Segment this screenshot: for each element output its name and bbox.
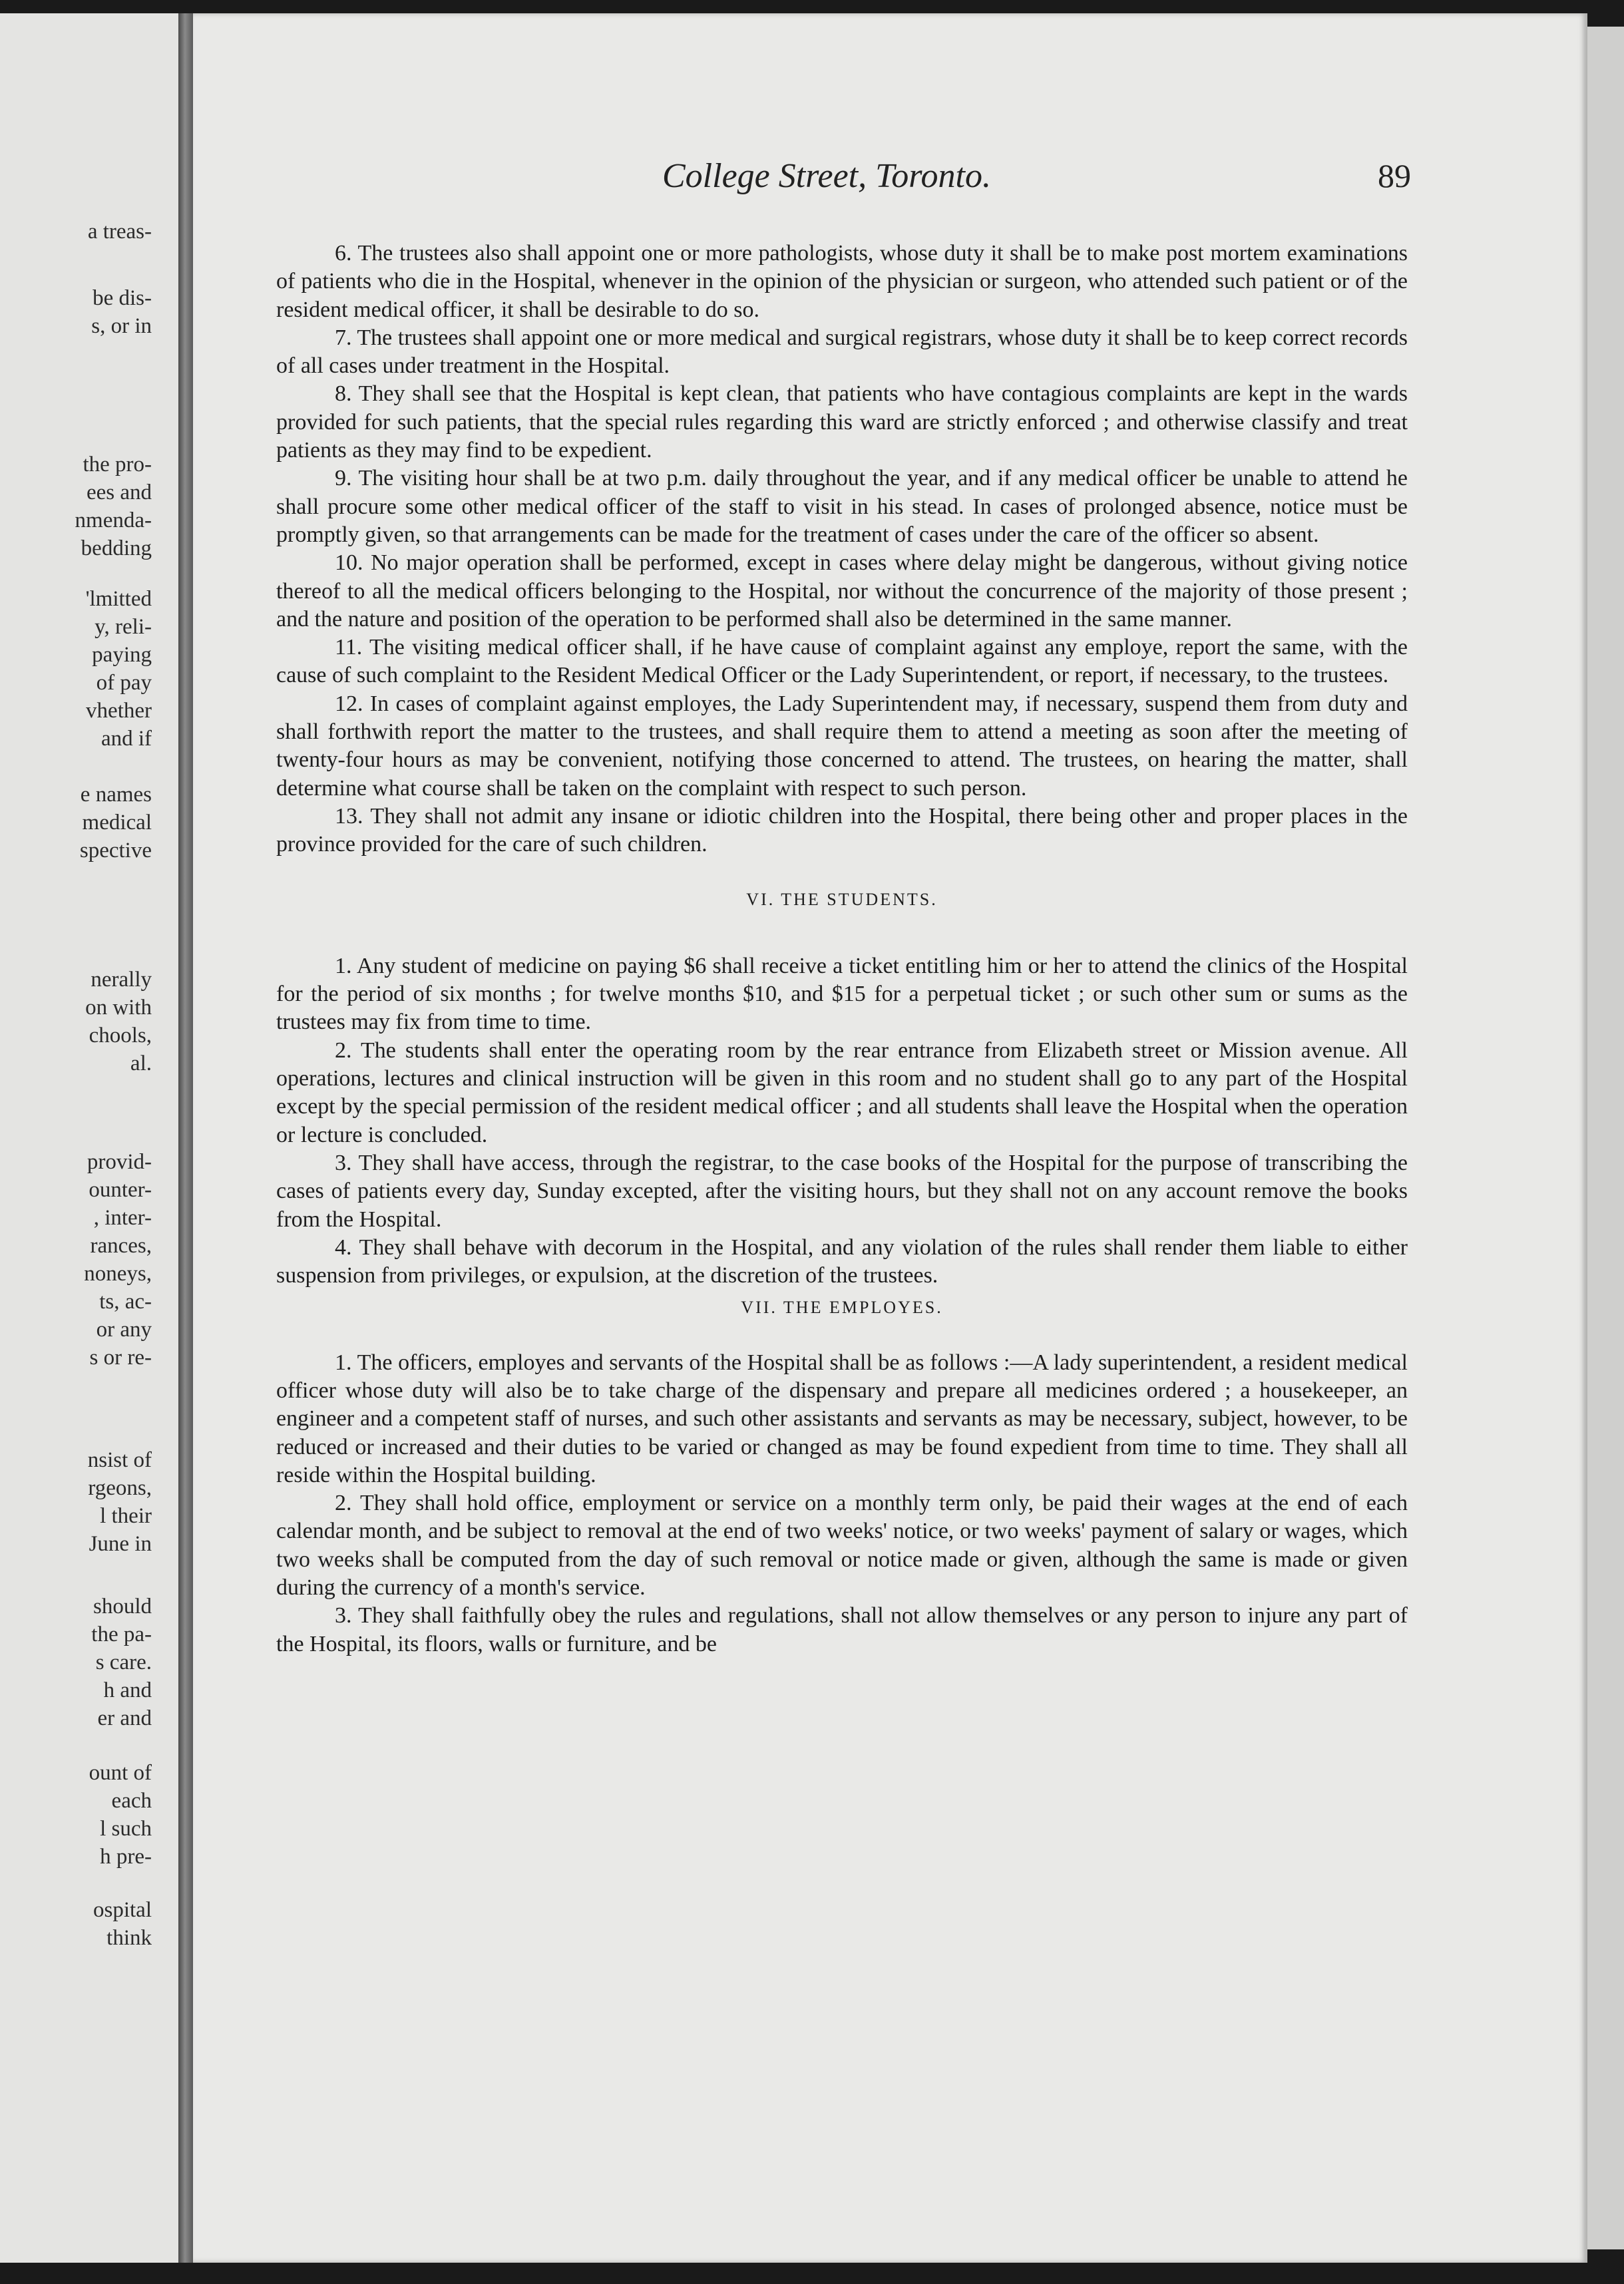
rules-section-students <box>276 952 1408 1290</box>
rule-paragraph: 2. The students shall enter the operating room by the rear entrance from Elizabeth street or Mission avenue. All operations, lectures and clinical instruction will be given in this room and no student shall go to any part of the Hospital except by the special permission of the resident medical officer ; and all students shall leave the Hospital when the operation or lecture is concluded. <box>276 1038 1408 1147</box>
facing-page-line: , inter- <box>93 1206 152 1230</box>
facing-page-line: nerally <box>91 968 152 992</box>
rule-paragraph: 13. They shall not admit any insane or idiotic children into the Hospital, there being other and proper places in the province provided for the care of such children. <box>276 803 1408 857</box>
rule-paragraph: 4. They shall behave with decorum in the Hospital, and any violation of the rules shall render them liable to either suspension from privileges, or expulsion, at the discretion of the trustees. <box>276 1235 1408 1288</box>
facing-page-line: al. <box>130 1051 152 1075</box>
facing-page-line: on with <box>85 996 152 1020</box>
facing-page-line: s or re- <box>89 1346 152 1370</box>
facing-page-line: the pa- <box>91 1622 152 1646</box>
facing-page-line: a treas- <box>87 220 152 244</box>
facing-page-line: and if <box>101 727 152 751</box>
rule-paragraph: 3. They shall have access, through the registrar, to the case books of the Hospital for the purpose of transcribing the cases of patients every day, Sunday excepted, after the visiting hours, but they shall not on any account remove the books from the Hospital. <box>276 1150 1408 1232</box>
facing-page-line: the pro- <box>83 453 152 476</box>
facing-page-line: ts, ac- <box>99 1290 152 1314</box>
page-edge <box>1587 27 1624 2249</box>
facing-page-line: chools, <box>89 1024 152 1047</box>
facing-page-line: h and <box>103 1678 152 1702</box>
facing-page-line: s, or in <box>91 314 152 338</box>
rule-paragraph: 8. They shall see that the Hospital is kept clean, that patients who have contagious complaints are kept in the wards provided for such patients, that the special rules regarding this ward are strictly enforced ; and otherwise classify and treat patients as they may find to be expedient. <box>276 381 1408 463</box>
rule-paragraph: 9. The visiting hour shall be at two p.m. daily throughout the year, and if any medical officer be unable to attend he shall procure some other medical officer of the staff to visit in his stead. In cases of prolonged absence, notice must be promptly given, so that arrangements can be made for the treatment of cases under the care of the officer so absent. <box>276 466 1408 547</box>
facing-page-line: 'lmitted <box>85 587 152 611</box>
facing-page-line: be dis- <box>93 286 152 310</box>
facing-page-line: e names <box>80 783 152 807</box>
facing-page-line: June in <box>89 1532 152 1556</box>
rule-paragraph: 6. The trustees also shall appoint one or more pathologists, whose duty it shall be to make post mortem examinations of patients who die in the Hospital, whenever in the opinion of the physician or surgeon, who attended such patient or of the resident medical officer, it shall be desirable to do so. <box>276 241 1408 322</box>
book-gutter <box>178 13 193 2263</box>
section-heading-students: VI. THE STUDENTS. <box>746 889 938 909</box>
rule-paragraph: 12. In cases of complaint against employes, the Lady Superintendent may, if necessary, suspend them from duty and shall forthwith report the matter to the trustees, and shall require them to attend a meeting as soon after the meeting of twenty-four hours as may be convenient, notifying those concerned to attend. The trustees, on hearing the matter, shall determine what course shall be taken on the complaint with respect to such person. <box>276 691 1408 801</box>
running-title: College Street, Toronto. <box>662 157 991 195</box>
facing-page-line: noneys, <box>84 1262 152 1286</box>
facing-page-line: or any <box>96 1318 152 1342</box>
rule-paragraph: 7. The trustees shall appoint one or more medical and surgical registrars, whose duty it shall be to keep correct records of all cases under treatment in the Hospital. <box>276 325 1408 379</box>
facing-page-line: s care. <box>95 1650 152 1674</box>
facing-page-line: should <box>93 1595 152 1618</box>
rule-paragraph: 1. Any student of medicine on paying $6 shall receive a ticket entitling him or her to attend the clinics of the Hospital for the period of six months ; for twelve months $10, and $15 for a perpetual ticket ; or such other sum or sums as the trustees may fix from time to time. <box>276 953 1408 1035</box>
facing-page-line: ospital <box>93 1898 152 1922</box>
rule-paragraph: 2. They shall hold office, employment or service on a monthly term only, be paid their wages at the end of each calendar month, and be subject to removal at the end of two weeks' notice, or two weeks' payment of salary or wages, which two weeks shall be computed from the day of such removal or notice made or given, although the same is made or given during the currency of a month's service. <box>276 1491 1408 1601</box>
facing-page-line: nmenda- <box>75 508 152 532</box>
facing-page-line: spective <box>79 839 152 862</box>
facing-page-line: rgeons, <box>88 1476 152 1500</box>
facing-page-line: rances, <box>90 1234 152 1258</box>
rule-paragraph: 3. They shall faithfully obey the rules and regulations, shall not allow themselves or any person to injure any part of the Hospital, its floors, walls or furniture, and be <box>276 1603 1408 1656</box>
facing-page-line: each <box>111 1789 152 1813</box>
facing-page-fragment <box>0 13 178 2263</box>
facing-page-line: medical <box>82 811 152 835</box>
facing-page-line: ount of <box>89 1761 152 1785</box>
page-body <box>276 240 1408 1658</box>
page-number: 89 <box>1378 157 1411 194</box>
facing-page-line: ees and <box>86 480 152 504</box>
facing-page-line: nsist of <box>87 1448 152 1472</box>
facing-page-line: l such <box>100 1817 152 1841</box>
facing-page-line: h pre- <box>100 1845 152 1869</box>
facing-page-line: y, reli- <box>95 615 152 639</box>
facing-page-line: of pay <box>96 671 152 695</box>
facing-page-line: vhether <box>86 699 152 723</box>
book-page <box>193 13 1587 2263</box>
rule-paragraph: 1. The officers, employes and servants of the Hospital shall be as follows :—A lady superintendent, a resident medical officer whose duty will also be to take charge of the dispensary and prepare all medicines ordered ; a housekeeper, an engineer and a competent staff of nurses, and such other assistants and servants as may be necessary, subject, however, to be reduced or increased and their duties to be varied or changed as may be found expedient from time to time. They shall all reside within the Hospital building. <box>276 1350 1408 1487</box>
facing-page-line: ounter- <box>89 1178 152 1202</box>
section-heading-employes: VII. THE EMPLOYES. <box>741 1298 943 1318</box>
rule-paragraph: 11. The visiting medical officer shall, if he have cause of complaint against any employe, report the same, with the cause of such complaint to the Resident Medical Officer or the Lady Superintendent, or report, if necessary, to the trustees. <box>276 635 1408 688</box>
facing-page-line: provid- <box>87 1150 152 1174</box>
facing-page-line: bedding <box>81 536 152 560</box>
facing-page-line: paying <box>92 643 152 667</box>
rule-paragraph: 10. No major operation shall be performed, except in cases where delay might be dangerous, without giving notice thereof to all the medical officers belonging to the Hospital, nor without the concurrence of the majority of those present ; and the nature and position of the operation to be performed shall also be determined in the same manner. <box>276 550 1408 632</box>
rules-section-employes <box>276 1349 1408 1658</box>
facing-page-line: think <box>106 1926 152 1950</box>
facing-page-line: er and <box>97 1706 152 1730</box>
facing-page-line: l their <box>100 1504 152 1528</box>
rules-section-medical-officers <box>276 240 1408 859</box>
